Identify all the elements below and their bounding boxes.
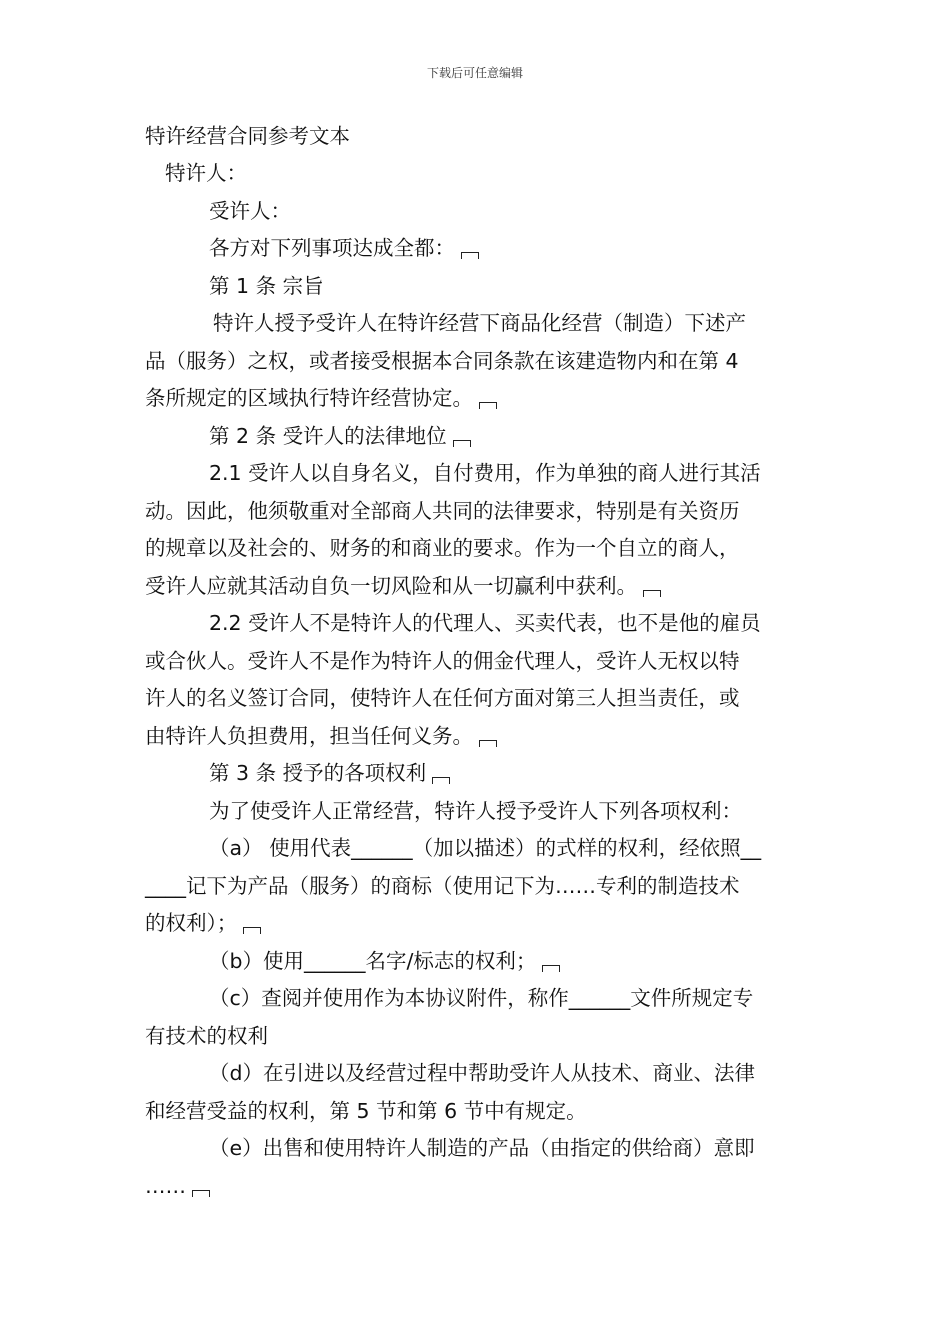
paragraph-line: 或合伙人。受许人不是作为特许人的佣金代理人，受许人无权以特 (145, 648, 740, 673)
list-item-a: （a） 使用代表______（加以描述）的式样的权利，经依照__ (209, 836, 762, 860)
list-item-e: （e）出售和使用特许人制造的产品（由指定的供给商）意即 (209, 1136, 755, 1160)
list-item-c: （c）查阅并使用作为本协议附件，称作______文件所规定专 (209, 986, 754, 1010)
paragraph-line: 有技术的权利 (145, 1023, 268, 1048)
paragraph-mark-icon (643, 590, 661, 597)
paragraph-line: ____记下为产品（服务）的商标（使用记下为……专利的制造技术 (145, 873, 740, 898)
paragraph-line: 特许人授予受许人在特许经营下商品化经营（制造）下述产 (213, 311, 746, 335)
paragraph-line: 许人的名义签订合同，使特许人在任何方面对第三人担当责任，或 (145, 686, 740, 710)
article-1-heading: 第 1 条 宗旨 (209, 273, 324, 298)
party-franchisee: 受许人： (209, 198, 291, 223)
article-2-heading: 第 2 条 受许人的法律地位 (145, 418, 805, 456)
paragraph-line: 的权利）； (145, 905, 805, 943)
document-title: 特许经营合同参考文本 (145, 124, 350, 148)
paragraph-mark-icon (479, 402, 497, 409)
paragraph-line: 由特许人负担费用，担当任何义务。 (145, 718, 805, 756)
paragraph-line: 和经营受益的权利，第 5 节和第 6 节中有规定。 (145, 1098, 587, 1123)
paragraph-mark-icon (192, 1190, 210, 1197)
paragraph-line: 为了使受许人正常经营，特许人授予受许人下列各项权利： (209, 798, 742, 823)
paragraph-line: 品（服务）之权，或者接受根据本合同条款在该建造物内和在第 4 (145, 348, 739, 373)
paragraph-mark-icon (453, 440, 471, 447)
party-franchisor: 特许人： (165, 161, 247, 185)
paragraph-line: 条所规定的区域执行特许经营协定。 (145, 380, 805, 418)
page-header-note: 下载后可任意编辑 (426, 66, 523, 80)
article-3-heading: 第 3 条 授予的各项权利 (145, 755, 805, 793)
paragraph-mark-icon (243, 927, 261, 934)
contract-body (145, 118, 805, 1205)
paragraph-mark-icon (432, 777, 450, 784)
paragraph-line: 2.2 受许人不是特许人的代理人、买卖代表，也不是他的雇员 (209, 611, 761, 635)
paragraph-line: 受许人应就其活动自负一切风险和从一切赢利中获利。 (145, 568, 805, 606)
paragraph-line: 动。因此，他须敬重对全部商人共同的法律要求，特别是有关资历 (145, 498, 740, 523)
paragraph-line: 的规章以及社会的、财务的和商业的要求。作为一个自立的商人， (145, 536, 740, 560)
agreement-intro: 各方对下列事项达成全都： (145, 230, 805, 268)
paragraph-mark-icon (542, 965, 560, 972)
paragraph-line: …… (145, 1168, 805, 1206)
list-item-d: （d）在引进以及经营过程中帮助受许人从技术、商业、法律 (209, 1061, 756, 1085)
paragraph-mark-icon (479, 740, 497, 747)
list-item-b: （b）使用______名字/标志的权利； (145, 943, 805, 981)
paragraph-line: 2.1 受许人以自身名义，自付费用，作为单独的商人进行其活 (209, 461, 761, 485)
paragraph-mark-icon (461, 252, 479, 259)
